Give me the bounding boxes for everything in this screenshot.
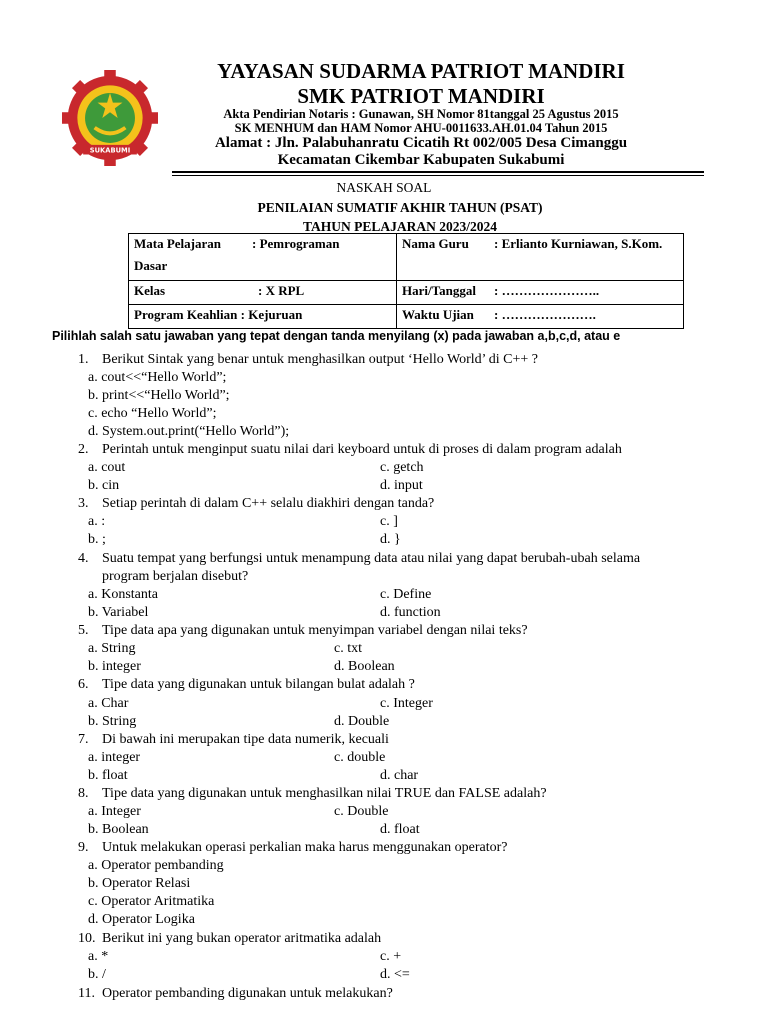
question-text-cont: program berjalan disebut? (102, 569, 249, 584)
option-c: c. ] (380, 514, 398, 529)
question-4 (78, 551, 640, 567)
subject-value: : Pemrograman (252, 236, 340, 251)
subject-value-cont: Dasar (134, 258, 168, 273)
info-row (129, 305, 684, 329)
question-1 (78, 352, 538, 368)
option-c: c. Integer (380, 696, 433, 711)
date-value: : ………………….. (494, 283, 600, 298)
option-a: a. Char (88, 696, 129, 711)
option-b: b. Variabel (88, 605, 149, 620)
option-a: a. String (88, 641, 136, 656)
question-number: 6. (78, 677, 89, 692)
question-text: Operator pembanding digunakan untuk melakukan? (102, 986, 393, 1001)
question-number: 11. (78, 986, 95, 1001)
option-a: a. Konstanta (88, 587, 158, 602)
info-row (129, 281, 684, 305)
option-d: d. float (380, 822, 420, 837)
question-11 (78, 986, 393, 1002)
school-name: SMK PATRIOT MANDIRI (297, 84, 545, 108)
question-number: 9. (78, 840, 89, 855)
time-label: Waktu Ujian (402, 307, 474, 322)
option-b: b. print<<“Hello World”; (88, 388, 230, 403)
option-d: d. <= (380, 967, 410, 982)
option-b: b. ; (88, 532, 106, 547)
option-d: d. char (380, 768, 419, 783)
class-label: Kelas (134, 283, 166, 298)
question-9 (78, 840, 507, 856)
option-a: a. Operator pembanding (88, 858, 224, 873)
teacher-label: Nama Guru (402, 236, 469, 251)
option-b: b. Boolean (88, 822, 149, 837)
option-c: c. txt (334, 641, 362, 656)
exam-title: PENILAIAN SUMATIF AKHIR TAHUN (PSAT) (257, 200, 543, 215)
option-d: d. Operator Logika (88, 912, 195, 927)
date-cell (397, 281, 684, 305)
option-c: c. double (334, 750, 386, 765)
question-number: 10. (78, 931, 96, 946)
question-number: 1. (78, 352, 89, 367)
question-text: Untuk melakukan operasi perkalian maka harus menggunakan operator? (102, 840, 508, 855)
question-text: Tipe data apa yang digunakan untuk menyimpan variabel dengan nilai teks? (102, 623, 528, 638)
option-c: c. getch (380, 460, 424, 475)
question-6 (78, 677, 415, 693)
svg-text:SUKABUMI: SUKABUMI (89, 146, 131, 155)
teacher-cell (397, 234, 684, 281)
option-d: d. System.out.print(“Hello World”); (88, 424, 290, 439)
question-5 (78, 623, 528, 639)
akta-line: Akta Pendirian Notaris : Gunawan, SH Nomor 81tanggal 25 Agustus 2015 (223, 107, 619, 121)
question-number: 4. (78, 551, 89, 566)
option-c: c. Define (380, 587, 432, 602)
question-2 (78, 442, 622, 458)
question-number: 3. (78, 496, 89, 511)
class-cell (129, 281, 397, 305)
info-row (129, 234, 684, 281)
question-text: Suatu tempat yang berfungsi untuk menampung data atau nilai yang dapat berubah-ubah selama (102, 551, 641, 566)
subject-cell (129, 234, 397, 281)
option-d: d. input (380, 478, 423, 493)
option-a: a. integer (88, 750, 141, 765)
time-cell (397, 305, 684, 329)
question-text: Tipe data yang digunakan untuk menghasilkan nilai TRUE dan FALSE adalah? (102, 786, 547, 801)
option-a: a. cout (88, 460, 126, 475)
header-rule-thin (172, 175, 704, 176)
program-cell (129, 305, 397, 329)
option-c: c. + (380, 949, 402, 964)
option-b: b. integer (88, 659, 141, 674)
sk-line: SK MENHUM dan HAM Nomor AHU-0011633.AH.01.04 Tahun 2015 (234, 121, 608, 135)
option-d: d. Double (334, 714, 390, 729)
question-number: 5. (78, 623, 89, 638)
teacher-value: : Erlianto Kurniawan, S.Kom. (494, 236, 663, 251)
question-text: Di bawah ini merupakan tipe data numerik, kecuali (102, 732, 389, 747)
time-value: : …………………. (494, 307, 596, 322)
option-b: b. cin (88, 478, 120, 493)
question-number: 2. (78, 442, 89, 457)
question-8 (78, 786, 547, 802)
option-b: b. String (88, 714, 137, 729)
instruction-text: Pilihlah salah satu jawaban yang tepat dengan tanda menyilang (x) pada jawaban a,b,c,d, atau e (52, 329, 621, 343)
doc-title: NASKAH SOAL (336, 180, 432, 195)
subject-label: Mata Pelajaran (134, 236, 222, 251)
address-line: Alamat : Jln. Palabuhanratu Cicatih Rt 002/005 Desa Cimanggu (214, 135, 628, 151)
option-a: a. : (88, 514, 106, 529)
question-text: Berikut Sintak yang benar untuk menghasilkan output ‘Hello World’ di C++ ? (102, 352, 539, 367)
question-text: Perintah untuk menginput suatu nilai dari keyboard untuk di proses di dalam program adalah (102, 442, 622, 457)
option-d: d. Boolean (334, 659, 395, 674)
question-10 (78, 931, 381, 947)
question-text: Tipe data yang digunakan untuk bilangan bulat adalah ? (102, 677, 415, 692)
option-c: c. Operator Aritmatika (88, 894, 215, 909)
academic-year: TAHUN PELAJARAN 2023/2024 (302, 219, 497, 234)
question-number: 8. (78, 786, 89, 801)
question-7 (78, 732, 389, 748)
question-3 (78, 496, 434, 512)
option-a: a. * (88, 949, 109, 964)
date-label: Hari/Tanggal (402, 283, 476, 298)
option-a: a. Integer (88, 804, 141, 819)
option-b: b. / (88, 967, 106, 982)
question-text: Setiap perintah di dalam C++ selalu diakhiri dengan tanda? (102, 496, 435, 511)
option-c: c. echo “Hello World”; (88, 406, 217, 421)
question-text: Berikut ini yang bukan operator aritmatika adalah (102, 931, 382, 946)
option-c: c. Double (334, 804, 389, 819)
option-a: a. cout<<“Hello World”; (88, 370, 227, 385)
question-number: 7. (78, 732, 89, 747)
header-rule-thick (172, 171, 704, 173)
program-label: Program Keahlian : Kejuruan (134, 307, 303, 322)
exam-info-table (128, 233, 684, 329)
option-b: b. float (88, 768, 128, 783)
option-d: d. function (380, 605, 441, 620)
option-b: b. Operator Relasi (88, 876, 191, 891)
foundation-name: YAYASAN SUDARMA PATRIOT MANDIRI (217, 59, 625, 83)
district-line: Kecamatan Cikembar Kabupaten Sukabumi (277, 152, 565, 168)
class-value: : X RPL (258, 283, 305, 298)
option-d: d. } (380, 532, 401, 547)
